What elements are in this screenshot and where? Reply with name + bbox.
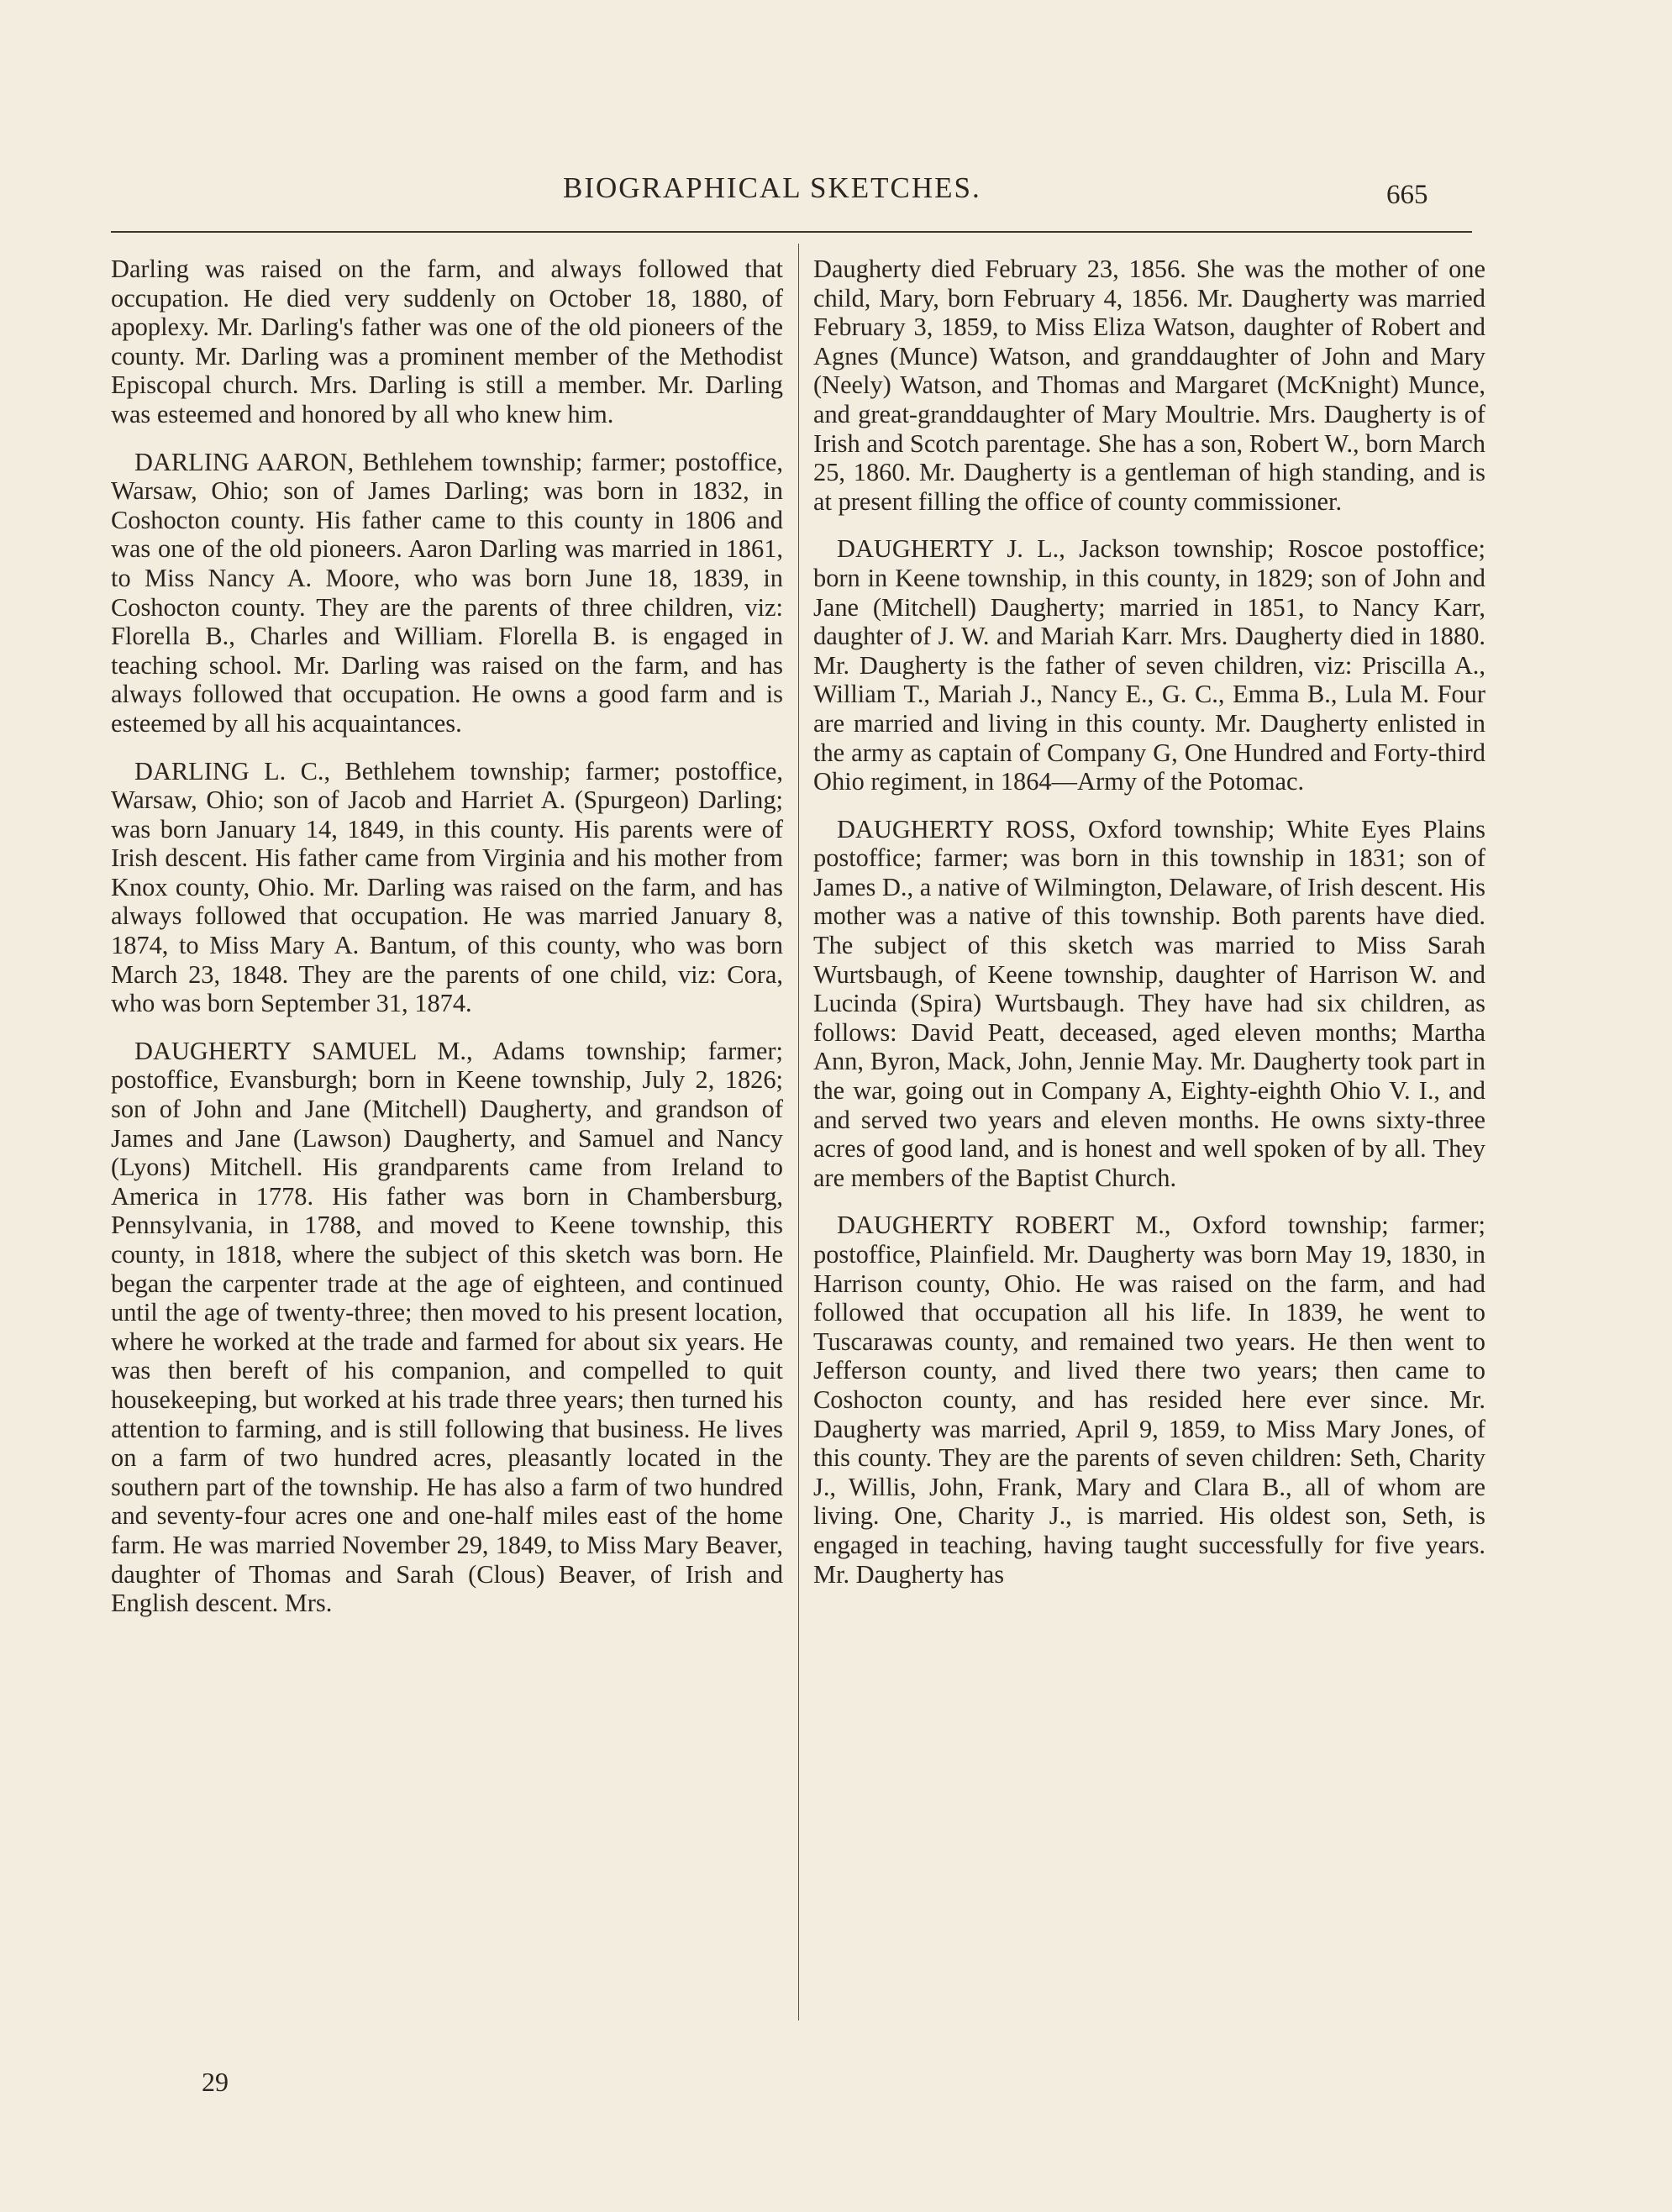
entry-daugherty-samuel: DAUGHERTY SAMUEL M., Adams township; farmer; postoffice, Evansburgh; born in Keene township, July 2, 1826; son of John and Jane (Mitchell) Daugherty, and grandson of James and Jane (Lawson) Daugherty, and Samuel and Nancy (Lyons) Mitchell. His grandparents came from Ireland to America in 1778. His father was born in Chambersburg, Pennsylvania, in 1788, and moved to Keene township, this county, in 1818, where the subject of this sketch was born. He began the carpenter trade at the age of eighteen, and continued until the age of twenty-three; then moved to his present location, where he worked at the trade and farmed for about six years. He was then bereft of his companion, and compelled to quit housekeeping, but worked at his trade three years; then turned his attention to farming, and is still following that business. He lives on a farm of two hundred acres, pleasantly located in the southern part of the township. He has also a farm of two hundred and seventy-four acres one and one-half miles east of the home farm. He was married November 29, 1849, to Miss Mary Beaver, daughter of Thomas and Sarah (Clous) Beaver, of Irish and English descent. Mrs. — [111, 1036, 783, 1618]
entry-daugherty-robert: DAUGHERTY ROBERT M., Oxford township; farmer; postoffice, Plainfield. Mr. Daugherty was born May 19, 1830, in Harrison county, Ohio. He was raised on the farm, and had followed that occupation all his life. In 1839, he went to Tuscarawas county, and remained two years. He then went to Jefferson county, and lived there two years; then came to Coshocton county, and has resided here ever since. Mr. Daugherty was married, April 9, 1859, to Miss Mary Jones, of this county. They are the parents of seven children: Seth, Charity J., Willis, John, Frank, Mary and Clara B., all of whom are living. One, Charity J., is married. His oldest son, Seth, is engaged in teaching, having taught successfully for five years. Mr. Daugherty has — [813, 1211, 1485, 1589]
continued-paragraph: Darling was raised on the farm, and always followed that occupation. He died very suddenly on October 18, 1880, of apoplexy. Mr. Darling's father was one of the old pioneers of the county. Mr. Darling was a prominent member of the Methodist Episcopal church. Mrs. Darling is still a member. Mr. Darling was esteemed and honored by all who knew him. — [111, 255, 783, 428]
signature-mark: 29 — [202, 2067, 229, 2097]
running-head: BIOGRAPHICAL SKETCHES. — [563, 171, 981, 204]
page-header — [0, 170, 1672, 212]
column-divider — [798, 244, 799, 2020]
entry-daugherty-jl: DAUGHERTY J. L., Jackson township; Roscoe postoffice; born in Keene township, in this county, in 1829; son of John and Jane (Mitchell) Daugherty; married in 1851, to Nancy Karr, daughter of J. W. and Mariah Karr. Mrs. Daugherty died in 1880. Mr. Daugherty is the father of seven children, viz: Priscilla A., William T., Mariah J., Nancy E., G. C., Emma B., Lula M. Four are married and living in this county. Mr. Daugherty enlisted in the army as captain of Company G, One Hundred and Forty-third Ohio regiment, in 1864—Army of the Potomac. — [813, 534, 1485, 796]
left-column — [111, 255, 783, 1618]
page-number: 665 — [1386, 180, 1428, 210]
entry-darling-aaron: DARLING AARON, Bethlehem township; farmer; postoffice, Warsaw, Ohio; son of James Darling; was born in 1832, in Coshocton county. His father came to this county in 1806 and was one of the old pioneers. Aaron Darling was married in 1861, to Miss Nancy A. Moore, who was born June 18, 1839, in Coshocton county. They are the parents of three children, viz: Florella B., Charles and William. Florella B. is engaged in teaching school. Mr. Darling was raised on the farm, and has always followed that occupation. He owns a good farm and is esteemed by all his acquaintances. — [111, 447, 783, 738]
right-column — [813, 255, 1485, 1589]
header-rule — [111, 231, 1472, 233]
continued-paragraph-right: Daugherty died February 23, 1856. She was the mother of one child, Mary, born February 4, 1856. Mr. Daugherty was married February 3, 1859, to Miss Eliza Watson, daughter of Robert and Agnes (Munce) Watson, and granddaughter of John and Mary (Neely) Watson, and Thomas and Margaret (McKnight) Munce, and great-granddaughter of Mary Moultrie. Mrs. Daugherty is of Irish and Scotch parentage. She has a son, Robert W., born March 25, 1860. Mr. Daugherty is a gentleman of high standing, and is at present filling the office of county commissioner. — [813, 255, 1485, 516]
entry-daugherty-ross: DAUGHERTY ROSS, Oxford township; White Eyes Plains postoffice; farmer; was born in this township in 1831; son of James D., a native of Wilmington, Delaware, of Irish descent. His mother was a native of this township. Both parents have died. The subject of this sketch was married to Miss Sarah Wurtsbaugh, of Keene township, daughter of Harrison W. and Lucinda (Spira) Wurtsbaugh. They have had six children, as follows: David Peatt, deceased, aged eleven months; Martha Ann, Byron, Mack, John, Jennie May. Mr. Daugherty took part in the war, going out in Company A, Eighty-eighth Ohio V. I., and and served two years and eleven months. He owns sixty-three acres of good land, and is honest and well spoken of by all. They are members of the Baptist Church. — [813, 814, 1485, 1192]
entry-darling-lc: DARLING L. C., Bethlehem township; farmer; postoffice, Warsaw, Ohio; son of Jacob and Harriet A. (Spurgeon) Darling; was born January 14, 1849, in this county. His parents were of Irish descent. His father came from Virginia and his mother from Knox county, Ohio. Mr. Darling was raised on the farm, and has always followed that occupation. He was married January 8, 1874, to Miss Mary A. Bantum, of this county, who was born March 23, 1848. They are the parents of one child, viz: Cora, who was born September 31, 1874. — [111, 756, 783, 1018]
